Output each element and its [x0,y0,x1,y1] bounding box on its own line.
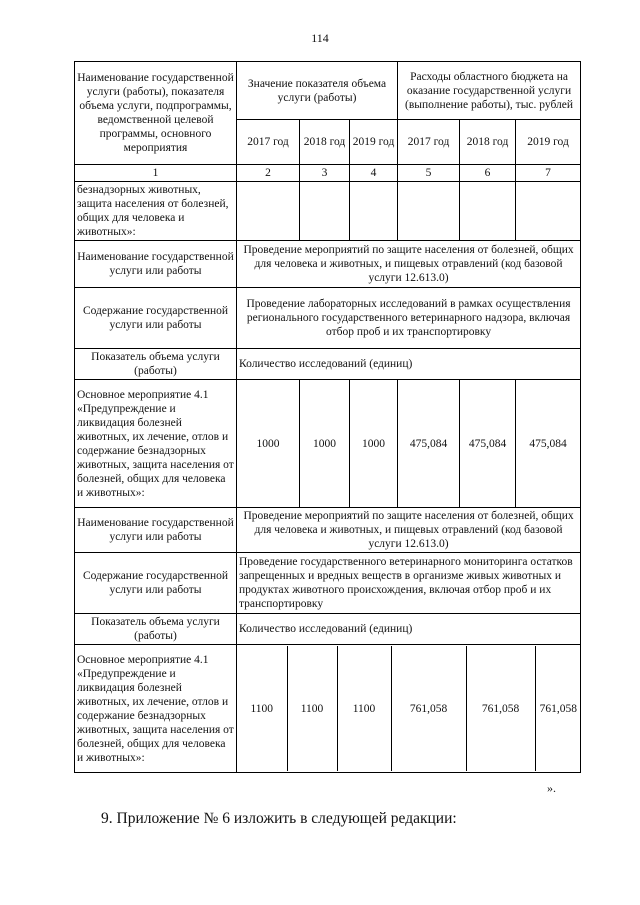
empty-cell [237,182,300,241]
service-name-row [75,241,581,288]
header-expense-group: Расходы областного бюджета на оказание государственной услуги (выполнение работы), тыс. рублей [398,62,581,120]
service-name-label: Наименование государственной услуги или работы [75,508,237,553]
value-cell: 1100 [250,702,274,715]
empty-cell [398,182,460,241]
value-cell: 1100 [287,646,337,771]
empty-cell [460,182,516,241]
header-year: 2019 год [350,120,398,165]
page-number: 114 [311,31,329,45]
closing-quote: ». [547,781,556,795]
col-number: 5 [398,165,460,182]
continuation-row [75,182,581,241]
service-content-row [75,553,581,614]
col-number: 6 [460,165,516,182]
header-year: 2018 год [460,120,516,165]
budget-table [74,61,581,773]
value-span-cell [237,645,581,773]
empty-cell [300,182,350,241]
service-content-label: Содержание государственной услуги или работы [75,288,237,349]
value-cell: 761,058 [535,646,581,771]
service-name-value: Проведение мероприятий по защите населения от болезней, общих для человека и животных, и пищевых отравлений (код базовой услуги 12.613.0) [237,241,581,288]
value-cell: 475,084 [398,380,460,508]
header-year: 2018 год [300,120,350,165]
col-number: 2 [237,165,300,182]
indicator-label: Показатель объема услуги (работы) [75,614,237,645]
col-number: 1 [75,165,237,182]
value-cell: 1000 [300,380,350,508]
service-content-row [75,288,581,349]
col-number: 4 [350,165,398,182]
indicator-row [75,349,581,380]
value-cell: 475,084 [460,380,516,508]
service-content-label: Содержание государственной услуги или работы [75,553,237,614]
service-content-value: Проведение лабораторных исследований в рамках осуществления регионального государственного ветеринарного надзора, включая отбор проб и их транспортировку [237,288,581,349]
service-name-row [75,508,581,553]
continuation-text: безнадзорных животных, защита населения от болезней, общих для человека и животных»: [75,182,237,241]
measure-row [75,380,581,508]
header-volume-group: Значение показателя объема услуги (работы) [237,62,398,120]
value-cell: 761,058 [466,646,535,771]
value-cell: 475,084 [516,380,581,508]
service-name-label: Наименование государственной услуги или работы [75,241,237,288]
indicator-value: Количество исследований (единиц) [237,614,581,645]
value-cell: 1000 [350,380,398,508]
indicator-label: Показатель объема услуги (работы) [75,349,237,380]
header-year: 2017 год [237,120,300,165]
column-number-row [75,165,581,182]
empty-cell [350,182,398,241]
header-year: 2017 год [398,120,460,165]
col-number: 7 [516,165,581,182]
header-year: 2019 год [516,120,581,165]
indicator-value: Количество исследований (единиц) [237,349,581,380]
empty-cell [516,182,581,241]
value-cell: 1100 [337,646,391,771]
value-subtable [237,646,581,771]
measure-row [75,645,581,773]
header-row-1 [75,62,581,120]
service-content-value: Проведение государственного ветеринарного мониторинга остатков запрещенных и вредных веществ в организме живых животных и продуктах животного происхождения, включая отбор проб и их транспортировку [237,553,581,614]
value-cell: 761,058 [391,646,466,771]
service-name-value: Проведение мероприятий по защите населения от болезней, общих для человека и животных, и пищевых отравлений (код базовой услуги 12.613.0) [237,508,581,553]
indicator-row [75,614,581,645]
value-cell: 1000 [237,380,300,508]
measure-name: Основное мероприятие 4.1 «Предупреждение и ликвидация болезней животных, их лечение, отлов и содержание безнадзорных животных, защита населения от болезней, общих для человека и животных»: [75,380,237,508]
header-name-col: Наименование государственной услуги (работы), показателя объема услуги, подпрограммы, ведомственной целевой программы, основного мероприятия [75,62,237,165]
instruction-paragraph: 9. Приложение № 6 изложить в следующей редакции: [101,810,457,827]
col-number: 3 [300,165,350,182]
measure-name: Основное мероприятие 4.1 «Предупреждение и ликвидация болезней животных, их лечение, отлов и содержание безнадзорных животных, защита населения от болезней, общих для человека и животных»: [75,645,237,773]
